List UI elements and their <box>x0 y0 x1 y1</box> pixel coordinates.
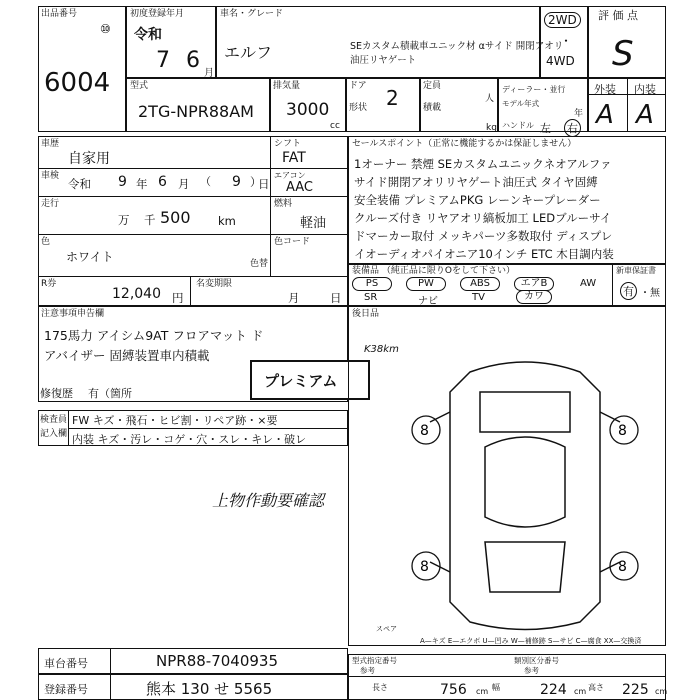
door-label: ドア <box>349 81 367 91</box>
ac-value: AAC <box>286 180 313 195</box>
equip-sr: SR <box>364 292 378 303</box>
interior-line: 内装 キズ・汚レ・コゲ・穴・スレ・キレ・破レ <box>72 433 307 446</box>
length-label: 長さ <box>372 683 388 692</box>
drive-2wd: 2WD <box>544 12 581 28</box>
equip-tv: TV <box>472 292 485 303</box>
inspector-label-2: 記入欄 <box>40 429 68 439</box>
sales-line: イオーディオパイオニア10インチ ETC 木目調内装 <box>354 247 614 261</box>
ref-label: 参考 <box>360 666 375 675</box>
color-change-label: 色替 <box>250 259 269 269</box>
class-label: 類別区分番号 <box>514 656 559 665</box>
height-value: 225 <box>622 682 649 698</box>
paren-open: （ <box>200 175 211 188</box>
recycle-label: R券 <box>41 279 57 289</box>
day-unit: 日 <box>258 177 270 191</box>
name-change-day: 日 <box>330 291 342 305</box>
equip-navi: ナビ <box>418 296 438 307</box>
drive-dot: ・ <box>560 34 573 48</box>
divider <box>612 264 613 306</box>
color-value: ホワイト <box>66 250 114 264</box>
reg-value: 熊本 130 せ 5565 <box>146 680 273 698</box>
color-code-label: 色コード <box>274 237 311 247</box>
divider <box>348 676 666 677</box>
divider <box>38 168 348 169</box>
tyre-mark: 8 <box>420 423 429 439</box>
inspection-year: 9 <box>118 174 127 190</box>
ac-label: エアコン <box>274 171 306 180</box>
inspection-era: 令和 <box>68 177 91 191</box>
cm-unit: cm <box>574 687 587 696</box>
lot-label: 出品番号 <box>41 9 78 19</box>
length-value: 756 <box>440 682 467 698</box>
kg-unit: kg <box>486 123 497 133</box>
score-value: S <box>612 34 634 74</box>
note-line-1: 175馬力 アイシム9AT フロアマット ド <box>44 328 264 343</box>
divider <box>68 428 348 429</box>
name-change-month: 月 <box>288 291 300 305</box>
notes-label: 注意事項申告欄 <box>41 309 105 319</box>
lot-number: 6004 <box>44 68 111 98</box>
equip-airbag: エアB <box>514 277 554 291</box>
capacity-label: 定員 <box>423 81 442 91</box>
chassis-value: NPR88-7040935 <box>156 652 278 670</box>
name-grade-label: 車名・グレード <box>220 9 284 19</box>
tyre-mark: 8 <box>618 423 627 439</box>
cm-unit: cm <box>476 687 489 696</box>
sales-line: ドマーカー取付 メッキパーツ多数取付 ディスプレ <box>354 229 613 243</box>
reg-year: 7 <box>156 48 170 73</box>
shift-value: FAT <box>282 150 306 166</box>
equipment-label: 装備品 （純正品に限りOをして下さい） <box>352 266 515 276</box>
divider <box>38 196 348 197</box>
person-unit: 人 <box>485 94 495 104</box>
repair-value: 有（箇所 <box>88 387 132 400</box>
sales-line: 安全装備 プレミアムPKG レーンキープレーダー <box>354 193 601 207</box>
manual-no: 無 <box>650 288 660 299</box>
disp-value: 3000 <box>286 100 330 120</box>
dot: ・ <box>640 288 650 299</box>
divider <box>38 234 348 235</box>
disp-label: 排気量 <box>273 81 301 91</box>
ext-grade: A <box>596 100 614 130</box>
km-unit: km <box>218 214 236 228</box>
grade-line-2: 油圧リヤゲート <box>350 55 417 66</box>
model-desig-label: 型式指定番号 <box>352 656 397 665</box>
stamp-text: プレミアム <box>264 372 338 390</box>
diagram-legend: A—キズ E—エクボ U—凹み W—補修跡 S—サビ C—腐食 XX—交換済 <box>420 637 642 645</box>
handwritten-note: 上物作動要確認 <box>212 491 325 510</box>
spare-label: スペア <box>376 625 397 633</box>
man-unit: 万 <box>118 213 130 227</box>
diagram-label: 後日品 <box>352 309 380 319</box>
inspection-day: 9 <box>232 174 241 190</box>
repair-label: 修復歴 <box>40 387 73 400</box>
inspection-label: 車検 <box>41 171 60 181</box>
sen-unit: 千 <box>144 213 156 227</box>
shape-label: 形状 <box>349 103 368 113</box>
width-label: 幅 <box>492 683 500 692</box>
int-grade: A <box>636 100 654 130</box>
color-label: 色 <box>41 237 51 247</box>
month-unit: 月 <box>204 68 214 79</box>
history-label: 車歴 <box>41 139 60 149</box>
int-label: 内装 <box>634 83 656 96</box>
mileage-value: 500 <box>160 208 191 227</box>
fuel-label: 燃料 <box>274 199 293 209</box>
sales-label: セールスポイント（正常に機能するかは保証しません） <box>352 139 577 149</box>
paren-close: ） <box>250 175 262 189</box>
name-change-label: 名変期限 <box>196 279 233 289</box>
equip-pw: PW <box>406 277 446 291</box>
load-label: 積載 <box>423 103 442 113</box>
shift-label: シフト <box>274 139 302 149</box>
fuel-value: 軽油 <box>300 216 327 231</box>
model-code: 2TG-NPR88AM <box>138 102 254 121</box>
ext-label: 外装 <box>594 83 616 96</box>
divider <box>190 276 191 306</box>
year-unit: 年 <box>574 109 584 119</box>
handle-label: ハンドル <box>502 121 534 130</box>
lot-mark: ⑩ <box>100 22 111 36</box>
reg-era: 令和 <box>134 27 162 43</box>
drive-4wd: 4WD <box>546 54 575 68</box>
month-unit: 月 <box>178 177 190 191</box>
model-label: 型式 <box>130 81 149 91</box>
dealer-label: ディーラー・並行 <box>502 85 566 94</box>
ref-label: 参考 <box>524 666 539 675</box>
tyre-mark: 8 <box>420 559 429 575</box>
sales-line: クルーズ付き リヤアオリ縞板加工 LEDブルーサイ <box>354 211 612 225</box>
manual-label: 新車保証書 <box>616 266 656 275</box>
reg-label: 登録番号 <box>44 683 88 696</box>
truck-diagram <box>400 352 650 642</box>
score-label: 評 価 点 <box>598 9 638 22</box>
equip-abs: ABS <box>460 277 500 291</box>
mileage-label: 走行 <box>41 199 60 209</box>
height-label: 高さ <box>588 683 604 692</box>
note-scribble: K38km <box>364 344 399 355</box>
sales-line: 1オーナー 禁煙 SEカスタムユニックネオアルファ <box>354 157 612 171</box>
equip-kawa: カワ <box>516 290 552 304</box>
divider <box>627 78 628 132</box>
divider <box>38 276 348 277</box>
width-value: 224 <box>540 682 567 698</box>
inspection-month: 6 <box>158 174 167 190</box>
chassis-label: 車台番号 <box>44 657 88 670</box>
manual-yes: 有 <box>620 282 637 300</box>
divider <box>270 136 271 276</box>
note-line-2: アバイザー 固縛装置車内積載 <box>44 348 210 363</box>
model-year-label: モデル年式 <box>502 99 540 108</box>
first-reg-label: 初度登録年月 <box>130 9 185 19</box>
handle-left: 左 <box>540 122 551 135</box>
car-name: エルフ <box>224 43 273 62</box>
year-unit: 年 <box>136 177 148 191</box>
door-value: 2 <box>386 86 399 110</box>
yen-unit: 円 <box>172 291 184 305</box>
reg-month: 6 <box>186 48 200 73</box>
fw-line: FW キズ・飛石・ヒビ割・リペア跡・×要 <box>72 414 278 427</box>
inspector-label-1: 検査員 <box>40 415 68 425</box>
equip-ps: PS <box>352 277 392 291</box>
grade-line-1: SEカスタム積載車ユニック材 αサイド 開閉アオリ <box>350 41 564 52</box>
cm-unit: cm <box>655 687 668 696</box>
history-value: 自家用 <box>68 151 110 167</box>
handle-right: 右 <box>564 119 581 137</box>
sales-line: サイド開閉アオリリヤゲート油圧式 タイヤ固縛 <box>354 175 598 189</box>
equip-aw: AW <box>580 278 597 289</box>
tyre-mark: 8 <box>618 559 627 575</box>
cc-unit: cc <box>330 121 340 131</box>
recycle-value: 12,040 <box>112 286 161 302</box>
